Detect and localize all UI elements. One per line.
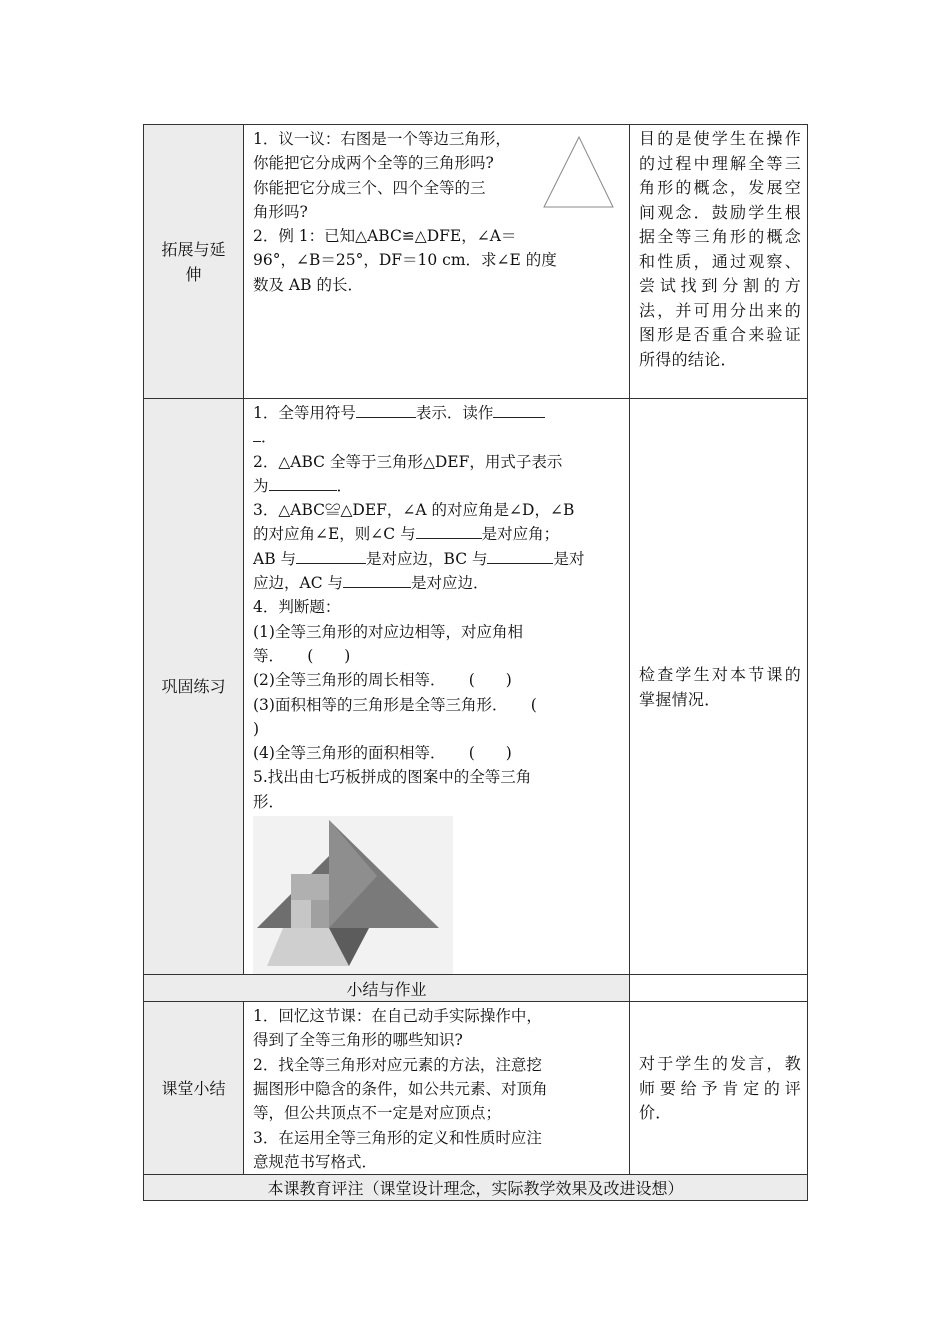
ext-line-6: 96°，∠B＝25°，DF＝10 cm．求∠E 的度 <box>253 251 557 270</box>
tangram-figure <box>253 816 453 974</box>
footer-row <box>144 1175 808 1201</box>
practice-row <box>144 399 808 975</box>
ext-line-3: 你能把它分成三个、四个全等的三 <box>253 178 486 197</box>
lesson-plan-table <box>143 124 808 1201</box>
practice-label: 巩固练习 <box>144 399 244 975</box>
extension-note: 目的是使学生在操作的过程中理解全等三角形的概念，发展空间观念．鼓励学生根据全等三角形的概念和性质，通过观察、尝试找到分割的方法，并可用分出来的图形是否重合来验证所得的结论． <box>630 125 808 399</box>
ext-line-7: 数及 AB 的长． <box>253 275 363 294</box>
extension-label: 拓展与延伸 <box>144 125 244 399</box>
summary-row <box>144 1002 808 1175</box>
extension-content <box>244 125 630 399</box>
summary-label: 课堂小结 <box>144 1002 244 1175</box>
ext-line-2: 你能把它分成两个全等的三角形吗? <box>253 154 494 173</box>
ext-line-5: 2．例 1：已知△ABC≌△DFE，∠A＝ <box>253 227 517 246</box>
q2: 2．△ABC 全等于三角形△DEF，用式子表示 <box>253 452 563 471</box>
summary-note: 对于学生的发言，教师要给予肯定的评价． <box>630 1002 808 1175</box>
ext-line-4: 角形吗? <box>253 202 308 221</box>
q5: 5.找出由七巧板拼成的图案中的全等三角 <box>253 768 532 787</box>
q1: 1．全等用符号 表示．读作 <box>253 401 621 425</box>
q3: 3．△ABC≌△DEF，∠A 的对应角是∠D，∠B <box>253 501 575 520</box>
practice-content: 1．全等用符号 表示．读作 ． 2．△ABC 全等于三角形△DEF，用式子表示 为 ． 3．△ABC≌△DEF，∠A 的对应角是∠D，∠B 的对应角∠E，则∠C 与 是对应角； AB 与 是对应边，BC 与 是对 应边，AC 与 是对应边． 4．判断题： (1)全等三角形的对应边相等，对应角相 等． ( ) (2)全等三角形的周长相等． ( ) (3)面积相等的三角形是全等三角形． ( ) (4)全等三角形的面积相等． ( ) 5.找出由七巧板拼成的图案中的全等三角 形． <box>244 399 630 975</box>
equilateral-triangle-figure <box>539 133 619 211</box>
practice-note: 检查学生对本节课的掌握情况． <box>630 399 808 975</box>
summary-header: 小结与作业 <box>144 975 630 1002</box>
extension-row <box>144 125 808 399</box>
evaluation-footer: 本课教育评注（课堂设计理念，实际教学效果及改进设想） <box>144 1175 808 1201</box>
summary-header-row <box>144 975 808 1002</box>
q4: 4．判断题： <box>253 598 341 617</box>
ext-line-1: 1．议一议：右图是一个等边三角形， <box>253 130 511 148</box>
summary-content: 1．回忆这节课：在自己动手实际操作中， 得到了全等三角形的哪些知识? 2．找全等三角形对应元素的方法，注意挖 掘图形中隐含的条件，如公共元素、对顶角 等，但公共顶点不一定是对应顶点； 3．在运用全等三角形的定义和性质时应注 意规范书写格式． <box>244 1002 630 1175</box>
